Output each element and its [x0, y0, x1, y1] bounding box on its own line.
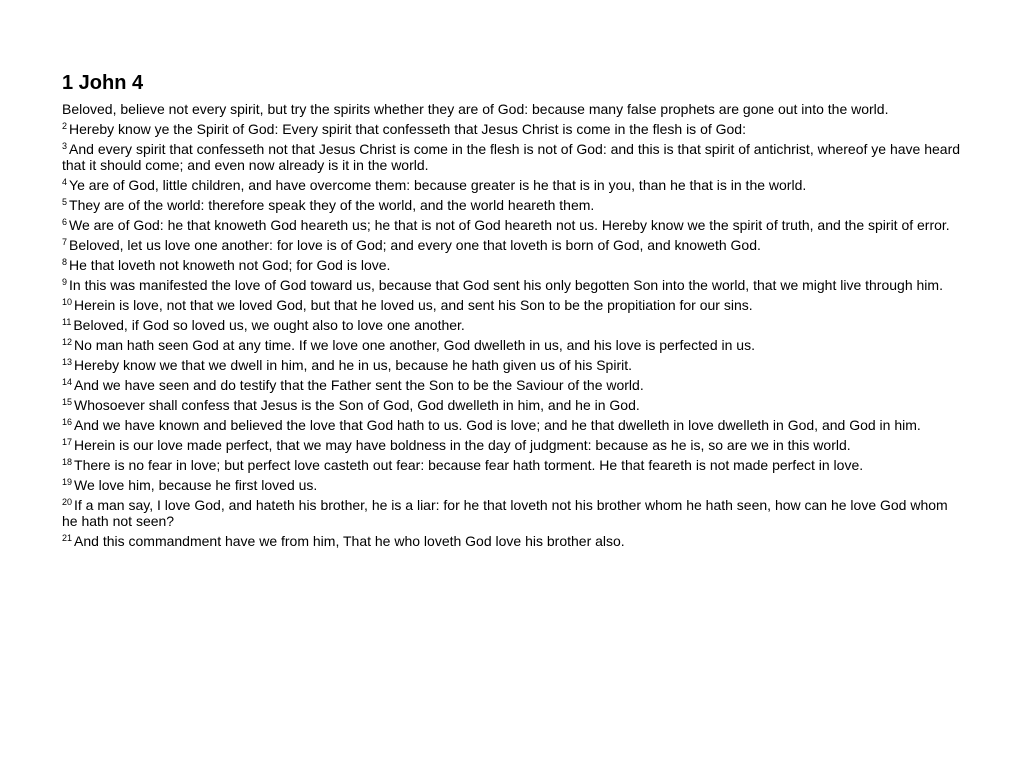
verse-number: 18: [62, 457, 73, 467]
verse-text: Hereby know we that we dwell in him, and he in us, because he hath given us of his Spirit.: [74, 357, 632, 373]
verse-18: [62, 457, 967, 473]
verse-7: [62, 237, 967, 253]
slide-content: [62, 70, 967, 553]
verse-15: [62, 397, 967, 413]
verse-13: [62, 357, 967, 373]
verse-number: 8: [62, 257, 68, 267]
verse-17: [62, 437, 967, 453]
verse-text: Beloved, believe not every spirit, but try the spirits whether they are of God: because many false prophets are gone out into the world.: [62, 101, 889, 117]
verse-number: 13: [62, 357, 73, 367]
verse-number: 3: [62, 141, 68, 151]
verse-text: There is no fear in love; but perfect love casteth out fear: because fear hath torment. He that feareth is not made perfect in love.: [74, 457, 864, 473]
verse-text: They are of the world: therefore speak they of the world, and the world heareth them.: [69, 197, 595, 213]
verse-number: 16: [62, 417, 73, 427]
verse-number: 2: [62, 121, 68, 131]
verse-19: [62, 477, 967, 493]
verse-10: [62, 297, 967, 313]
verse-text: Herein is love, not that we loved God, but that he loved us, and sent his Son to be the propitiation for our sins.: [74, 297, 753, 313]
verse-text: Beloved, let us love one another: for love is of God; and every one that loveth is born of God, and knoweth God.: [69, 237, 761, 253]
verse-number: 17: [62, 437, 73, 447]
verse-text: And we have known and believed the love that God hath to us. God is love; and he that dwelleth in love dwelleth in God, and God in him.: [74, 417, 921, 433]
verse-number: 20: [62, 497, 73, 507]
verse-number: 11: [62, 317, 72, 327]
verse-number: 19: [62, 477, 73, 487]
verse-text: No man hath seen God at any time. If we love one another, God dwelleth in us, and his love is perfected in us.: [74, 337, 755, 353]
verse-text: And we have seen and do testify that the Father sent the Son to be the Saviour of the world.: [74, 377, 644, 393]
verse-20: [62, 497, 967, 529]
verse-number: 12: [62, 337, 73, 347]
verse-text: Ye are of God, little children, and have overcome them: because greater is he that is in you, than he that is in the world.: [69, 177, 807, 193]
verse-8: [62, 257, 967, 273]
verse-11: [62, 317, 967, 333]
verse-number: 5: [62, 197, 68, 207]
verse-14: [62, 377, 967, 393]
verse-text: And this commandment have we from him, That he who loveth God love his brother also.: [74, 533, 625, 549]
verse-text: He that loveth not knoweth not God; for God is love.: [69, 257, 391, 273]
verse-9: [62, 277, 967, 293]
verse-5: [62, 197, 967, 213]
verse-number: 10: [62, 297, 73, 307]
verse-1: [62, 101, 967, 117]
chapter-title: 1 John 4: [62, 72, 144, 94]
verse-text: In this was manifested the love of God toward us, because that God sent his only begotten Son into the world, that we might live through him.: [69, 277, 943, 293]
verse-3: [62, 141, 967, 173]
verse-12: [62, 337, 967, 353]
verse-text: Whosoever shall confess that Jesus is the Son of God, God dwelleth in him, and he in God.: [74, 397, 640, 413]
verse-text: We love him, because he first loved us.: [74, 477, 318, 493]
verse-number: 6: [62, 217, 68, 227]
verse-number: 9: [62, 277, 68, 287]
verse-21: [62, 533, 967, 549]
verse-text: We are of God: he that knoweth God heareth us; he that is not of God heareth not us. Hereby know we the spirit of truth, and the spirit of error.: [69, 217, 950, 233]
verse-2: [62, 121, 967, 137]
verse-text: Beloved, if God so loved us, we ought also to love one another.: [73, 317, 465, 333]
verse-text: Herein is our love made perfect, that we may have boldness in the day of judgment: because as he is, so are we in this world.: [74, 437, 851, 453]
verse-number: 4: [62, 177, 68, 187]
verse-16: [62, 417, 967, 433]
verse-number: 7: [62, 237, 68, 247]
verse-number: 15: [62, 397, 73, 407]
verse-text: Hereby know ye the Spirit of God: Every spirit that confesseth that Jesus Christ is come in the flesh is of God:: [69, 121, 746, 137]
verse-text: And every spirit that confesseth not that Jesus Christ is come in the flesh is not of God: and this is that spirit of antichrist, whereof ye have heard that it should come; and even now already is it in the world.: [62, 141, 961, 173]
verse-number: 21: [62, 533, 73, 543]
verse-text: If a man say, I love God, and hateth his brother, he is a liar: for he that loveth not his brother whom he hath seen, how can he love God whom he hath not seen?: [62, 497, 948, 529]
verse-number: 14: [62, 377, 73, 387]
verse-6: [62, 217, 967, 233]
verse-4: [62, 177, 967, 193]
